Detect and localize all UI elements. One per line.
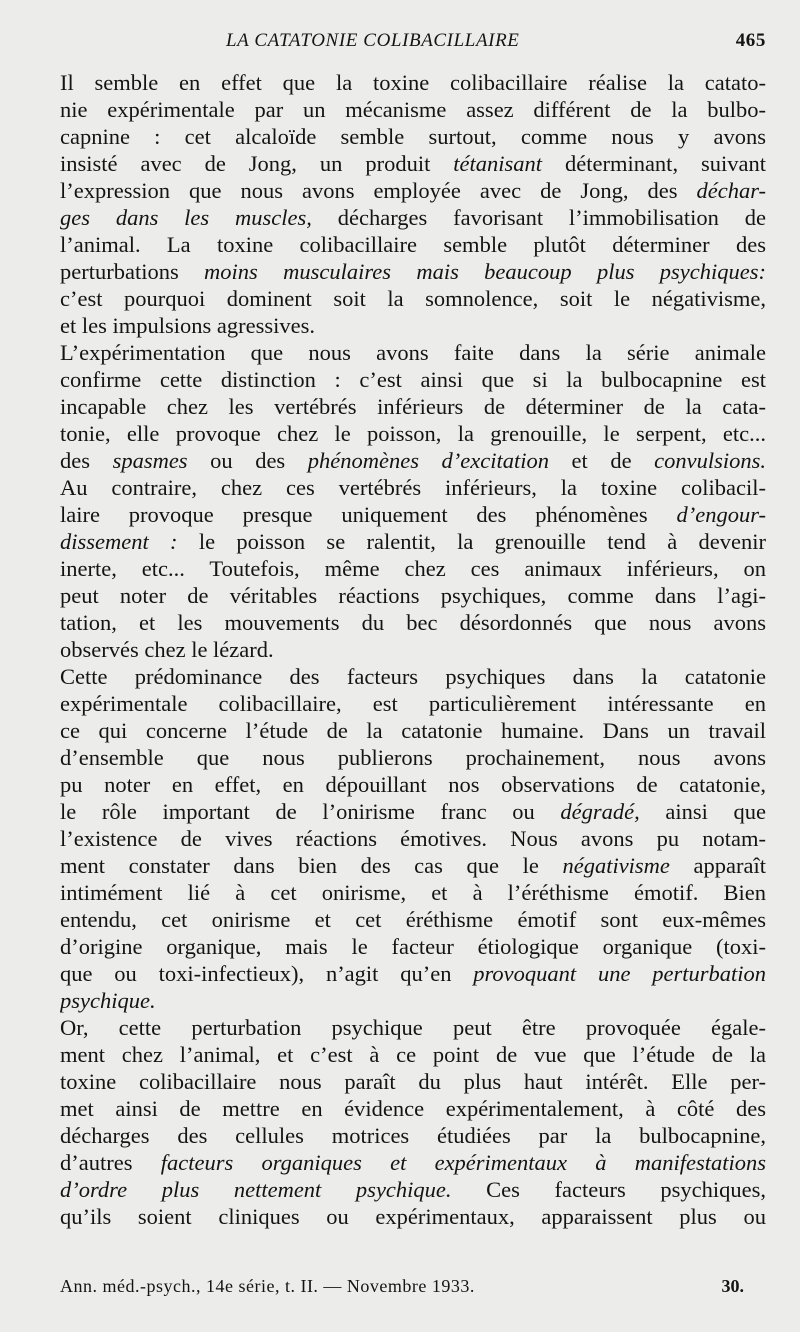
text-run: tonie, elle provoque chez le poisson, la grenouille, le serpent, etc... [60,421,766,446]
text-run: Il semble en effet que la toxine colibacillaire réalise la catato- [60,70,766,95]
text-line [60,744,766,771]
italic-phrase: dissement : [60,529,178,554]
text-line [60,906,766,933]
text-line [60,366,766,393]
text-line [60,582,766,609]
text-run: Au contraire, chez ces vertébrés inférieurs, la toxine colibacil- [60,475,766,500]
signature-mark: 30. [721,1276,744,1296]
italic-phrase: psychique. [60,988,156,1013]
text-run: ce qui concerne l’étude de la catatonie humaine. Dans un travail [60,718,766,743]
italic-phrase: d’engour- [676,502,766,527]
text-run: tation, et les mouvements du bec désordonnés que nous avons [60,610,766,635]
italic-phrase: convulsions. [654,448,766,473]
text-run: d’ensemble que nous publierons prochainement, nous avons [60,745,766,770]
text-run: ment constater dans bien des cas que le [60,853,563,878]
text-run: met ainsi de mettre en évidence expérimentalement, à côté des [60,1096,766,1121]
text-run: intimément lié à cet onirisme, et à l’éréthisme émotif. Bien [60,880,766,905]
text-run: perturbations [60,259,205,284]
text-line [60,393,766,420]
text-run: Or, cette perturbation psychique peut être provoquée égale- [60,1015,766,1040]
text-run: apparaît [669,853,766,878]
text-run: capnine : cet alcaloïde semble surtout, comme nous y avons [60,124,766,149]
italic-phrase: d’ordre plus nettement psychique. [60,1177,452,1202]
text-run: incapable chez les vertébrés inférieurs de déterminer de la cata- [60,394,766,419]
text-line [60,825,766,852]
italic-phrase: provoquant une perturbation [473,961,766,986]
text-run: inerte, etc... Toutefois, même chez ces animaux inférieurs, on [60,556,766,581]
text-run: peut noter de véritables réactions psychiques, comme dans l’agi- [60,583,766,608]
text-line [60,204,766,231]
text-run: ainsi que [639,799,766,824]
text-line [60,447,766,474]
text-run: le rôle important de l’onirisme franc ou [60,799,561,824]
text-line [60,420,766,447]
text-line [60,177,766,204]
text-line [60,879,766,906]
text-line [60,96,766,123]
text-run: l’expression que nous avons employée avec de Jong, des [60,178,697,203]
text-run: observés chez le lézard. [60,637,274,662]
text-line [60,960,766,987]
text-run: d’autres [60,1150,161,1175]
text-run: d’origine organique, mais le facteur étiologique organique (toxi- [60,934,766,959]
text-line [60,339,766,366]
text-line [60,474,766,501]
running-title: LA CATATONIE COLIBACILLAIRE [226,30,520,51]
text-line [60,1068,766,1095]
text-run: c’est pourquoi dominent soit la somnolence, soit le négativisme, [60,286,766,311]
text-line [60,933,766,960]
text-run: toxine colibacillaire nous paraît du plus haut intérêt. Elle per- [60,1069,766,1094]
text-run: des [60,448,113,473]
text-run: et de [548,448,655,473]
text-line [60,771,766,798]
text-line [60,717,766,744]
text-run: confirme cette distinction : c’est ainsi que si la bulbocapnine est [60,367,766,392]
text-run: ou des [187,448,308,473]
text-line [60,555,766,582]
text-run: qu’ils soient cliniques ou expérimentaux, apparaissent plus ou [60,1204,766,1229]
text-line [60,1176,766,1203]
text-run: L’expérimentation que nous avons faite dans la série animale [60,340,766,365]
text-line [60,501,766,528]
text-line [60,636,766,663]
text-line [60,609,766,636]
running-header [60,30,766,54]
text-line [60,528,766,555]
text-line [60,312,766,339]
italic-phrase: tétanisant [453,151,543,176]
text-line [60,798,766,825]
text-line [60,690,766,717]
text-run: l’existence de vives réactions émotives. Nous avons pu notam- [60,826,766,851]
italic-phrase: facteurs organiques et expérimentaux à manifestations [160,1150,766,1175]
text-line [60,1014,766,1041]
text-run: décharges favorisant l’immobilisation de [311,205,766,230]
text-run: pu noter en effet, en dépouillant nos observations de catatonie, [60,772,766,797]
text-line [60,150,766,177]
text-line [60,1122,766,1149]
text-run: expérimentale colibacillaire, est particulièrement intéressante en [60,691,766,716]
text-run: déterminant, suivant [542,151,766,176]
italic-phrase: ges dans les muscles, [60,205,312,230]
text-line [60,663,766,690]
text-line [60,231,766,258]
text-run: Ces facteurs psychiques, [451,1177,766,1202]
body-text [60,69,766,1230]
page-footer [60,1274,766,1298]
text-line [60,1095,766,1122]
text-line [60,258,766,285]
text-run: l’animal. La toxine colibacillaire semble plutôt déterminer des [60,232,766,257]
text-run: Cette prédominance des facteurs psychiques dans la catatonie [60,664,766,689]
italic-phrase: négativisme [562,853,670,878]
text-line [60,987,766,1014]
text-run: ment chez l’animal, et c’est à ce point de vue que l’étude de la [60,1042,766,1067]
italic-phrase: déchar- [696,178,766,203]
italic-phrase: phénomènes d’excitation [307,448,549,473]
journal-citation: Ann. méd.-psych., 14e série, t. II. — Novembre 1933. [60,1276,475,1296]
text-line [60,1149,766,1176]
text-line [60,123,766,150]
text-line [60,285,766,312]
text-run: laire provoque presque uniquement des phénomènes [60,502,677,527]
text-run: entendu, cet onirisme et cet éréthisme émotif sont eux-mêmes [60,907,766,932]
text-line [60,852,766,879]
text-run: le poisson se ralentit, la grenouille tend à devenir [177,529,766,554]
text-run: insisté avec de Jong, un produit [60,151,454,176]
text-run: que ou toxi-infectieux), n’agit qu’en [60,961,474,986]
text-run: et les impulsions agressives. [60,313,315,338]
italic-phrase: spasmes [112,448,188,473]
italic-phrase: moins musculaires mais beaucoup plus psychiques: [204,259,766,284]
italic-phrase: dégradé, [560,799,640,824]
text-run: nie expérimentale par un mécanisme assez différent de la bulbo- [60,97,766,122]
text-line [60,69,766,96]
text-line [60,1203,766,1230]
text-run: décharges des cellules motrices étudiées par la bulbocapnine, [60,1123,766,1148]
text-line [60,1041,766,1068]
page-number: 465 [735,30,766,51]
